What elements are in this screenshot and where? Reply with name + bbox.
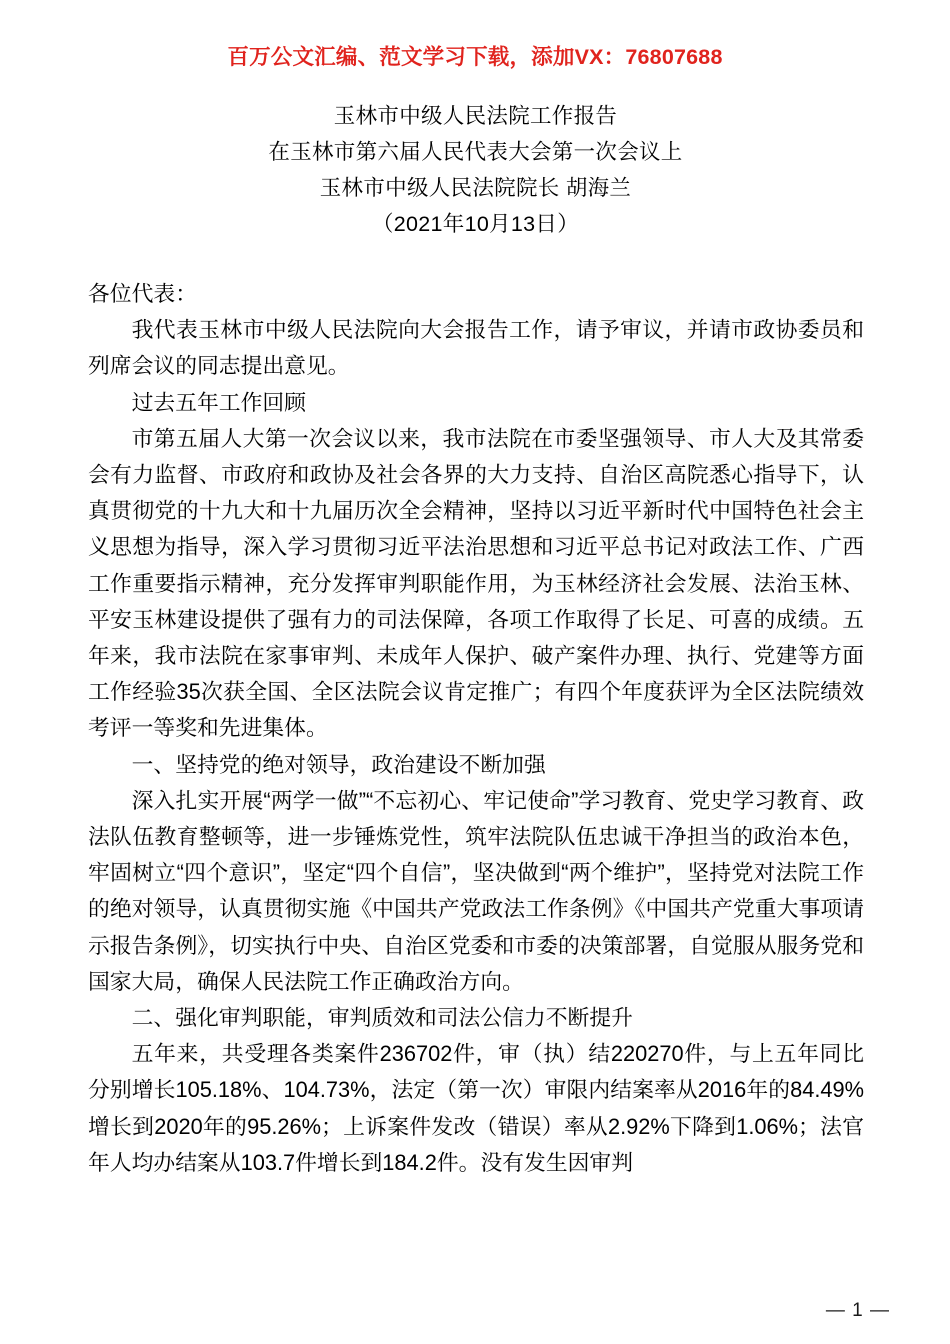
section-heading-review: 过去五年工作回顾 bbox=[131, 389, 306, 415]
salutation: 各位代表： bbox=[88, 281, 197, 306]
document-date: （2021年10月13日） bbox=[371, 212, 580, 236]
promo-banner-text: 百万公文汇编、范文学习下载，添加VX：76807688 bbox=[227, 45, 723, 69]
document-body bbox=[88, 276, 864, 1181]
heading-section-two: 二、强化审判职能，审判质效和司法公信力不断提升 bbox=[131, 1005, 633, 1031]
page-number-footer: — 1 — bbox=[825, 1300, 890, 1321]
heading-section-one: 一、坚持党的绝对领导，政治建设不断加强 bbox=[131, 751, 546, 777]
title-block bbox=[88, 98, 863, 242]
paragraph-section-two: 五年来，共受理各类案件236702件，审（执）结220270件，与上五年同比分别增长105.18%、104.73%，法定（第一次）审限内结案率从2016年的84.49%增长到2020年的95.26%；上诉案件发改（错误）率从2.92%下降到1.06%；法官年人均办结案从103.7件增长到184.2件。没有发生因审判 bbox=[88, 1041, 864, 1175]
document-subtitle-meeting: 在玉林市第六届人民代表大会第一次会议上 bbox=[268, 140, 683, 164]
document-title: 玉林市中级人民法院工作报告 bbox=[333, 104, 618, 128]
paragraph-section-one: 深入扎实开展“两学一做”“不忘初心、牢记使命”学习教育、党史学习教育、政法队伍教育整顿等，进一步锤炼党性，筑牢法院队伍忠诚干净担当的政治本色，牢固树立“四个意识”，坚定“四个自信”，坚决做到“两个维护”，坚持党对法院工作的绝对领导，认真贯彻实施《中国共产党政法工作条例》《中国共产党重大事项请示报告条例》，切实执行中央、自治区党委和市委的决策部署，自觉服从服务党和国家大局，确保人民法院工作正确政治方向。 bbox=[88, 787, 864, 994]
paragraph-intro: 我代表玉林市中级人民法院向大会报告工作，请予审议，并请市政协委员和列席会议的同志提出意见。 bbox=[88, 317, 864, 379]
document-presenter: 玉林市中级人民法院院长 胡海兰 bbox=[319, 176, 632, 200]
paragraph-review: 市第五届人大第一次会议以来，我市法院在市委坚强领导、市人大及其常委会有力监督、市政府和政协及社会各界的大力支持、自治区高院悉心指导下，认真贯彻党的十九大和十九届历次全会精神，坚持以习近平新时代中国特色社会主义思想为指导，深入学习贯彻习近平法治思想和习近平总书记对政法工作、广西工作重要指示精神，充分发挥审判职能作用，为玉林经济社会发展、法治玉林、平安玉林建设提供了强有力的司法保障，各项工作取得了长足、可喜的成绩。五年来，我市法院在家事审判、未成年人保护、破产案件办理、执行、党建等方面工作经验35次获全国、全区法院会议肯定推广；有四个年度获评为全区法院绩效考评一等奖和先进集体。 bbox=[88, 425, 864, 741]
